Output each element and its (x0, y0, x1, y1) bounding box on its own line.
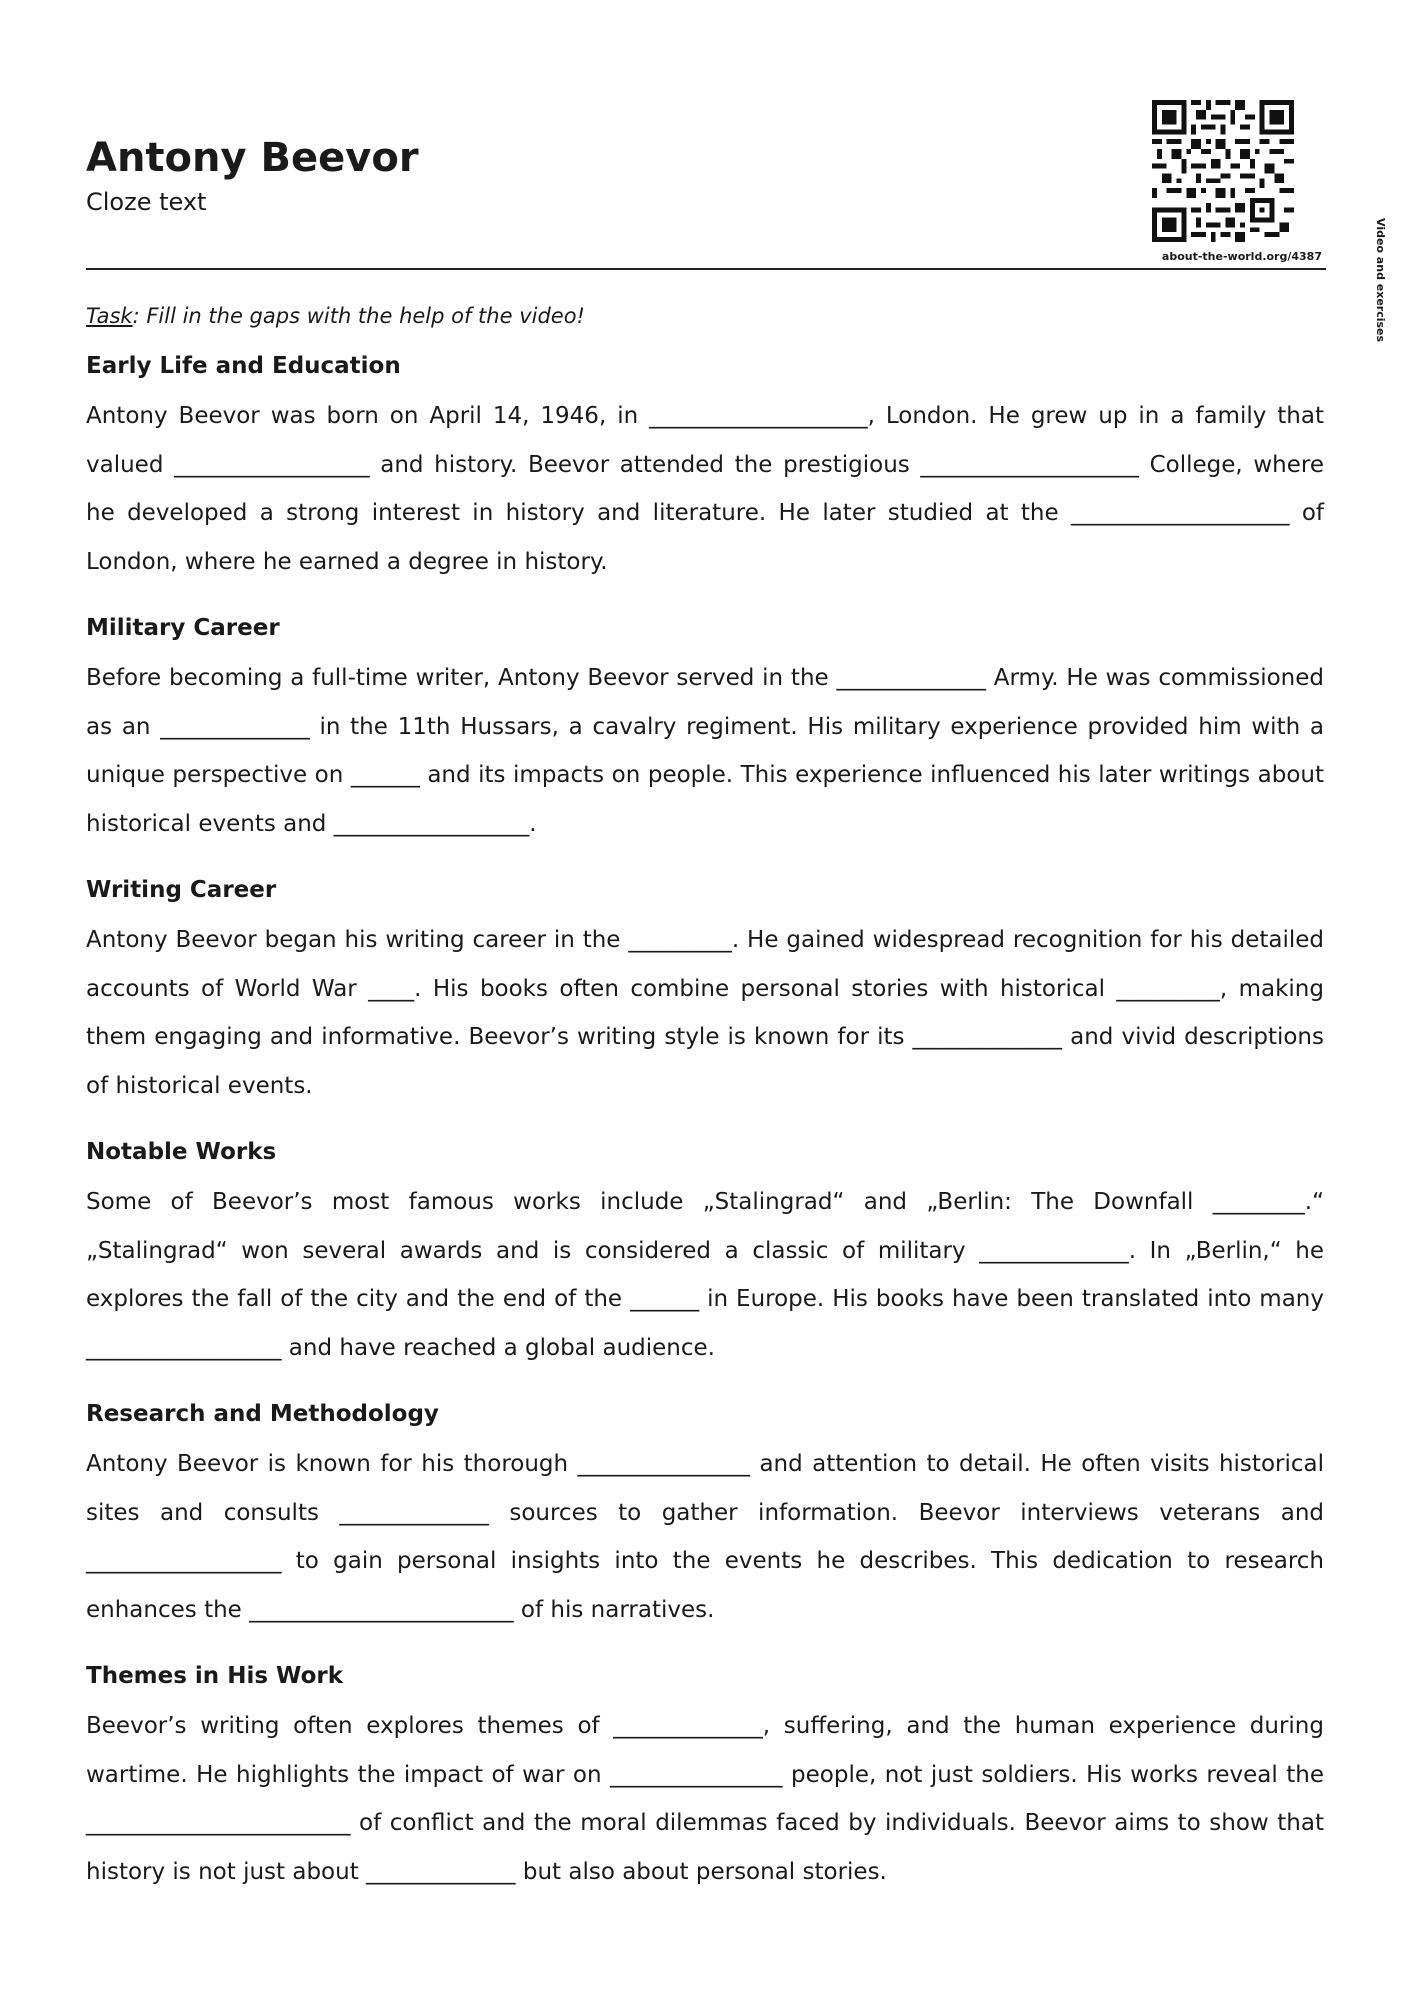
qr-code-icon[interactable] (1152, 100, 1294, 242)
cloze-paragraph: Before becoming a full-time writer, Antony Beevor served in the _____________ Army. He was commissioned as an _____________ in the 11th Hussars, a cavalry regiment. His military experience provided him with a unique perspective on ______ and its impacts on people. This experience influenced his later writings about historical events and _________________. (86, 665, 1324, 837)
section-heading: Notable Works (86, 1139, 277, 1165)
section-research-methodology (86, 1394, 1324, 1634)
cloze-paragraph: Beevor’s writing often explores themes of _____________, suffering, and the human experience during wartime. He highlights the impact of war on _______________ people, not just soldiers. His works reveal the _______________________ of conflict and the moral dilemmas faced by individuals. Beevor aims to show that history is not just about _____________ but also about personal stories. (86, 1713, 1324, 1885)
cloze-paragraph: Some of Beevor’s most famous works include „Stalingrad“ and „Berlin: The Downfall ________.“ „Stalingrad“ won several awards and is considered a classic of military _____________. In „Berlin,“ he explores the fall of the city and the end of the ______ in Europe. His books have been translated into many _________________ and have reached a global audience. (86, 1189, 1324, 1361)
task-instruction (86, 296, 1324, 336)
section-heading: Themes in His Work (86, 1663, 344, 1689)
section-heading: Military Career (86, 615, 280, 641)
section-military-career (86, 608, 1324, 848)
task-label: Task (86, 304, 133, 328)
task-text: : Fill in the gaps with the help of the video! (132, 304, 585, 328)
section-heading: Research and Methodology (86, 1401, 439, 1427)
section-themes (86, 1656, 1324, 1896)
section-early-life (86, 346, 1324, 586)
section-writing-career (86, 870, 1324, 1110)
worksheet-body (86, 296, 1324, 1918)
section-notable-works (86, 1132, 1324, 1372)
section-heading: Writing Career (86, 877, 277, 903)
page-subtitle: Cloze text (86, 188, 207, 216)
qr-caption: Video and exercises (1374, 218, 1387, 343)
header-divider (86, 268, 1326, 270)
qr-url[interactable]: about-the-world.org/4387 (1161, 250, 1322, 263)
cloze-paragraph: Antony Beevor began his writing career in the _________. He gained widespread recognition for his detailed accounts of World War ____. His books often combine personal stories with historical _________, making them engaging and informative. Beevor’s writing style is known for its _____________ and vivid descriptions of historical events. (86, 927, 1324, 1099)
section-heading: Early Life and Education (86, 353, 401, 379)
cloze-paragraph: Antony Beevor is known for his thorough _______________ and attention to detail. He often visits historical sites and consults _____________ sources to gather information. Beevor interviews veterans and _________________ to gain personal insights into the events he describes. This dedication to research enhances the _______________________ of his narratives. (86, 1451, 1324, 1623)
cloze-paragraph: Antony Beevor was born on April 14, 1946, in ___________________, London. He grew up in a family that valued _________________ and history. Beevor attended the prestigious ___________________ College, where he developed a strong interest in history and literature. He later studied at the ___________________ of London, where he earned a degree in history. (86, 403, 1324, 575)
page-title: Antony Beevor (86, 135, 419, 181)
